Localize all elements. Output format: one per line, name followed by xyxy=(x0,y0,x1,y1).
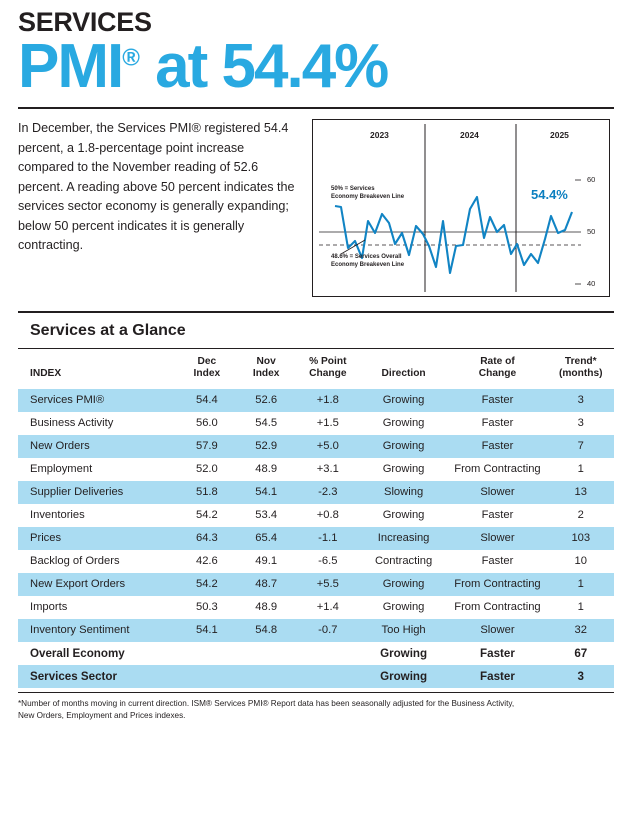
table-row xyxy=(18,550,614,573)
cell-change: +3.1 xyxy=(316,463,339,476)
footnote-line-1: *Number of months moving in current direction. ISM® Services PMI® Report data has been seasonally adjusted for the Business Activity, xyxy=(18,698,515,708)
registered-mark: ® xyxy=(122,44,140,72)
header-divider xyxy=(18,107,614,109)
cell-direction: Contracting xyxy=(374,555,433,568)
cell-trend: 67 xyxy=(574,646,588,660)
table-header xyxy=(18,349,614,388)
cell-trend: 32 xyxy=(548,619,614,642)
cell-dec xyxy=(177,665,236,688)
cell-nov: 48.7 xyxy=(237,573,296,596)
cell-index: Services Sector xyxy=(18,665,177,688)
cell-change: +1.8 xyxy=(296,389,360,412)
cell-index: New Orders xyxy=(18,435,177,458)
page-title-value: at 54.4% xyxy=(139,32,388,102)
table-row-services-sector xyxy=(18,665,614,688)
col-header-direction-l1: Direction xyxy=(381,368,426,380)
page-eyebrow: SERVICES xyxy=(18,7,152,37)
cell-nov: 52.6 xyxy=(237,389,296,412)
cell-rate: Slower xyxy=(447,481,547,504)
cell-index: Inventory Sentiment xyxy=(18,619,177,642)
table-header-row xyxy=(18,349,614,388)
breakeven-486-annotation: 48.6% = Services Overall Economy Breakeven Line xyxy=(331,254,405,268)
annotation-leader-line xyxy=(341,238,369,256)
pmi-trend-chart xyxy=(312,119,610,297)
cell-dec: 54.2 xyxy=(177,573,236,596)
cell-trend: 1 xyxy=(577,463,584,476)
cell-rate: From Contracting xyxy=(447,573,547,596)
cell-index: Inventories xyxy=(30,509,85,522)
cell-rate: Slower xyxy=(447,527,547,550)
table-row-overall-economy xyxy=(18,642,614,665)
cell-rate: From Contracting xyxy=(454,601,541,614)
table-row xyxy=(18,412,614,435)
cell-change: +1.5 xyxy=(316,417,339,430)
col-header-index-l1: INDEX xyxy=(30,368,62,380)
cell-change: +5.0 xyxy=(296,435,360,458)
chart-year-2024: 2024 xyxy=(460,130,479,141)
page-title-pmi: PMI xyxy=(18,32,123,102)
cell-trend: 2 xyxy=(577,509,584,522)
table-row xyxy=(18,481,614,504)
cell-dec: 64.3 xyxy=(177,527,236,550)
cell-rate: Faster xyxy=(447,665,547,688)
cell-nov xyxy=(237,665,296,688)
col-header-index xyxy=(18,349,177,388)
cell-trend: 3 xyxy=(577,417,584,430)
chart-svg xyxy=(313,120,609,296)
col-header-change-l1: % Point xyxy=(309,356,347,368)
table-title: Services at a Glance xyxy=(30,322,186,340)
table-body xyxy=(18,389,614,688)
y-tick-60: 60 xyxy=(587,175,596,185)
cell-nov: 65.4 xyxy=(237,527,296,550)
cell-nov: 49.1 xyxy=(255,555,278,568)
col-header-rate-of-change xyxy=(447,349,547,388)
summary-section xyxy=(18,119,614,297)
cell-change: -6.5 xyxy=(318,555,338,568)
cell-dec: 50.3 xyxy=(195,601,218,614)
cell-direction: Growing xyxy=(360,573,448,596)
cell-trend: 1 xyxy=(548,573,614,596)
cell-nov: 53.4 xyxy=(255,509,278,522)
report-header xyxy=(18,0,614,102)
footnote-line-2: New Orders, Employment and Prices indexes. xyxy=(18,710,186,720)
cell-change xyxy=(296,665,360,688)
cell-dec xyxy=(177,642,236,665)
cell-index: New Export Orders xyxy=(18,573,177,596)
cell-direction: Growing xyxy=(382,509,425,522)
cell-trend: 103 xyxy=(548,527,614,550)
cell-nov: 54.5 xyxy=(255,417,278,430)
cell-trend: 13 xyxy=(548,481,614,504)
cell-direction: Growing xyxy=(380,646,428,660)
cell-direction: Growing xyxy=(382,417,425,430)
cell-dec: 56.0 xyxy=(195,417,218,430)
cell-dec: 54.4 xyxy=(177,389,236,412)
col-header-direction xyxy=(360,349,448,388)
table-row xyxy=(18,527,614,550)
col-header-nov-l2: Index xyxy=(252,368,280,380)
cell-nov: 48.9 xyxy=(255,463,278,476)
cell-rate: Faster xyxy=(480,646,515,660)
chart-year-2023: 2023 xyxy=(370,130,389,141)
breakeven-50-annotation: 50% = Services Economy Breakeven Line xyxy=(331,186,405,200)
cell-dec: 52.0 xyxy=(195,463,218,476)
cell-rate: Slower xyxy=(447,619,547,642)
page-title xyxy=(18,32,614,102)
chart-value-label: 54.4% xyxy=(531,187,568,203)
table-row xyxy=(18,573,614,596)
cell-index: Supplier Deliveries xyxy=(18,481,177,504)
cell-rate: Faster xyxy=(447,389,547,412)
cell-index: Services PMI® xyxy=(18,389,177,412)
cell-rate: Faster xyxy=(481,417,514,430)
table-row xyxy=(18,504,614,527)
cell-trend: 3 xyxy=(548,389,614,412)
cell-change: +0.8 xyxy=(316,509,339,522)
cell-direction: Growing xyxy=(360,389,448,412)
col-header-dec-l2: Index xyxy=(193,368,221,380)
cell-nov: 54.8 xyxy=(237,619,296,642)
services-at-a-glance-table xyxy=(18,349,614,687)
cell-direction: Growing xyxy=(382,601,425,614)
cell-direction: Slowing xyxy=(360,481,448,504)
cell-change: -0.7 xyxy=(296,619,360,642)
cell-trend: 10 xyxy=(574,555,587,568)
col-header-trend xyxy=(548,349,614,388)
cell-change: -2.3 xyxy=(296,481,360,504)
col-header-rate-l2: Change xyxy=(478,368,517,380)
table-row xyxy=(18,435,614,458)
cell-direction: Too High xyxy=(360,619,448,642)
cell-index: Prices xyxy=(18,527,177,550)
cell-trend: 1 xyxy=(577,601,584,614)
cell-change: +5.5 xyxy=(296,573,360,596)
cell-dec: 42.6 xyxy=(195,555,218,568)
y-tick-40: 40 xyxy=(587,279,596,289)
cell-rate: Faster xyxy=(481,509,514,522)
cell-dec: 57.9 xyxy=(177,435,236,458)
table-row xyxy=(18,389,614,412)
y-tick-50: 50 xyxy=(587,227,596,237)
summary-paragraph: In December, the Services PMI® registered 54.4 percent, a 1.8-percentage point increase compared to the November reading of 52.6 percent. A reading above 50 percent indicates the services sector economy is generally expanding; below 50 percent indicates it is generally contracting. xyxy=(18,121,295,253)
table-row xyxy=(18,596,614,619)
col-header-nov-l1: Nov xyxy=(256,356,276,368)
cell-direction: Increasing xyxy=(360,527,448,550)
footnote xyxy=(18,693,614,722)
cell-dec: 51.8 xyxy=(177,481,236,504)
cell-nov: 54.1 xyxy=(237,481,296,504)
cell-index: Business Activity xyxy=(30,417,114,430)
table-row xyxy=(18,458,614,481)
cell-trend: 3 xyxy=(548,665,614,688)
col-header-trend-l2: (months) xyxy=(558,368,603,380)
cell-nov: 48.9 xyxy=(255,601,278,614)
col-header-trend-l1: Trend* xyxy=(564,356,597,368)
cell-index: Employment xyxy=(30,463,93,476)
cell-direction: Growing xyxy=(382,463,425,476)
cell-direction: Growing xyxy=(360,665,448,688)
cell-change: -1.1 xyxy=(296,527,360,550)
col-header-rate-l1: Rate of xyxy=(480,356,515,368)
cell-rate: Faster xyxy=(447,435,547,458)
cell-index: Imports xyxy=(30,601,68,614)
cell-nov: 52.9 xyxy=(237,435,296,458)
cell-change xyxy=(296,642,360,665)
col-header-change-l2: Change xyxy=(309,368,347,380)
cell-direction: Growing xyxy=(360,435,448,458)
cell-index: Overall Economy xyxy=(30,646,125,660)
cell-index: Backlog of Orders xyxy=(30,555,120,568)
cell-dec: 54.1 xyxy=(177,619,236,642)
cell-dec: 54.2 xyxy=(195,509,218,522)
cell-rate: Faster xyxy=(481,555,514,568)
cell-rate: From Contracting xyxy=(454,463,541,476)
col-header-point-change xyxy=(296,349,360,388)
table-row xyxy=(18,619,614,642)
col-header-dec-index xyxy=(177,349,236,388)
cell-nov xyxy=(237,642,296,665)
col-header-dec-l1: Dec xyxy=(197,356,217,368)
cell-change: +1.4 xyxy=(316,601,339,614)
chart-year-2025: 2025 xyxy=(550,130,569,141)
cell-trend: 7 xyxy=(548,435,614,458)
col-header-nov-index xyxy=(237,349,296,388)
